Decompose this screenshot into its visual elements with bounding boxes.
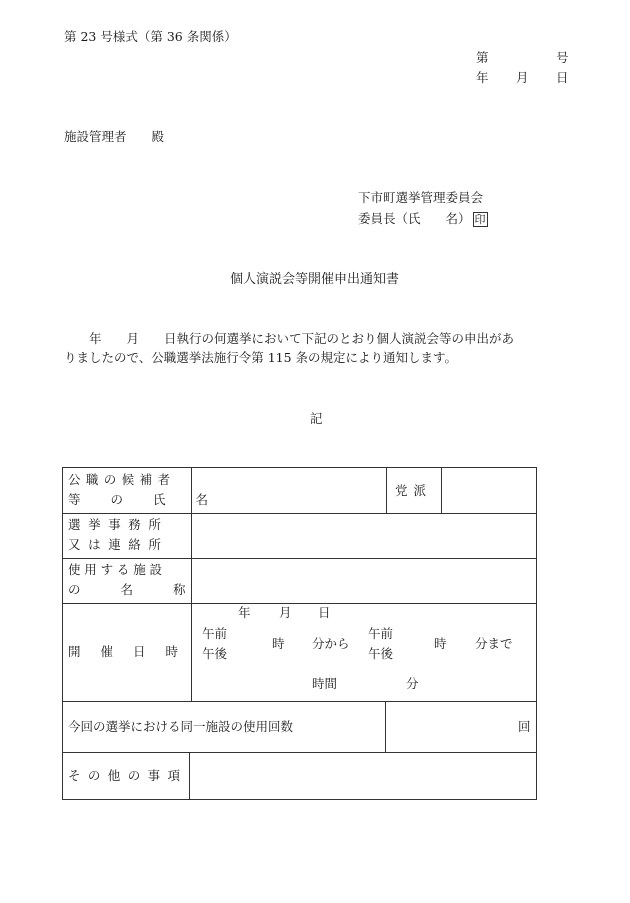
start-hour-label: 時 — [272, 636, 285, 651]
label-column-divider-bottom — [189, 752, 190, 800]
candidate-label-line-1: 公職の候補者 — [68, 472, 176, 487]
issuer-title — [358, 212, 488, 227]
duration-minutes-label: 分 — [406, 676, 419, 691]
issuer-org: 下市町選挙管理委員会 — [358, 190, 484, 205]
facility-label-line-2: の名称 — [68, 582, 226, 597]
doc-number-suffix: 号 — [556, 50, 569, 65]
party-right-divider — [441, 467, 442, 514]
date-year: 年 — [476, 70, 489, 85]
end-minute-until-label: 分まで — [475, 636, 513, 651]
doc-number-prefix: 第 — [476, 50, 489, 65]
row-divider-2 — [62, 558, 537, 559]
table-border-right — [536, 467, 537, 800]
table-border-bottom — [62, 799, 537, 800]
issuer-name-label: 委員長（氏 名） — [358, 211, 471, 226]
dt-month: 月 — [279, 605, 292, 620]
table-border-left — [62, 467, 63, 800]
use-count-unit: 回 — [518, 719, 531, 734]
other-label: その他の事項 — [68, 768, 188, 783]
use-count-label: 今回の選挙における同一施設の使用回数 — [68, 719, 294, 734]
party-field[interactable] — [443, 469, 535, 512]
ki-heading: 記 — [310, 411, 323, 426]
party-left-divider — [386, 467, 387, 514]
office-label-line-2: 又は連絡所 — [68, 537, 169, 552]
use-count-field[interactable] — [387, 703, 513, 751]
party-label: 党派 — [395, 483, 433, 498]
end-hour-label: 時 — [434, 636, 447, 651]
row-divider-1 — [62, 513, 537, 514]
office-field[interactable] — [193, 515, 535, 557]
candidate-name-field[interactable] — [193, 469, 385, 512]
duration-hours-label: 時間 — [312, 676, 338, 691]
end-am-label: 午前 — [368, 626, 394, 641]
table-border-top — [62, 467, 537, 468]
date-month: 月 — [516, 70, 529, 85]
datetime-label: 開催日時 — [68, 644, 199, 659]
count-divider — [385, 701, 386, 753]
row-divider-3 — [62, 603, 537, 604]
dt-day: 日 — [318, 605, 331, 620]
addressee: 施設管理者 殿 — [64, 129, 165, 144]
start-am-label: 午前 — [202, 626, 228, 641]
office-label-line-1: 選挙事務所 — [68, 517, 169, 532]
dt-year: 年 — [238, 605, 251, 620]
seal-mark: 印 — [474, 213, 486, 226]
body-text-line-1: 年 月 日執行の何選挙において下記のとおり個人演説会等の申出があ — [64, 331, 515, 346]
facility-field[interactable] — [193, 560, 535, 602]
row-divider-5 — [62, 752, 537, 753]
body-text-line-2: りましたので、公職選挙法施行令第 115 条の規定により通知します。 — [64, 350, 458, 365]
facility-label-line-1: 使用する施設 — [68, 562, 166, 577]
row-divider-4 — [62, 701, 537, 702]
start-minute-from-label: 分から — [312, 636, 350, 651]
other-field[interactable] — [191, 754, 535, 798]
document-title: 個人演説会等開催申出通知書 — [230, 272, 400, 287]
date-day: 日 — [556, 70, 569, 85]
candidate-label-line-2: 等の氏名 — [68, 492, 239, 507]
start-pm-label: 午後 — [202, 646, 228, 661]
form-number: 第 23 号様式（第 36 条関係） — [64, 29, 237, 44]
end-pm-label: 午後 — [368, 646, 394, 661]
